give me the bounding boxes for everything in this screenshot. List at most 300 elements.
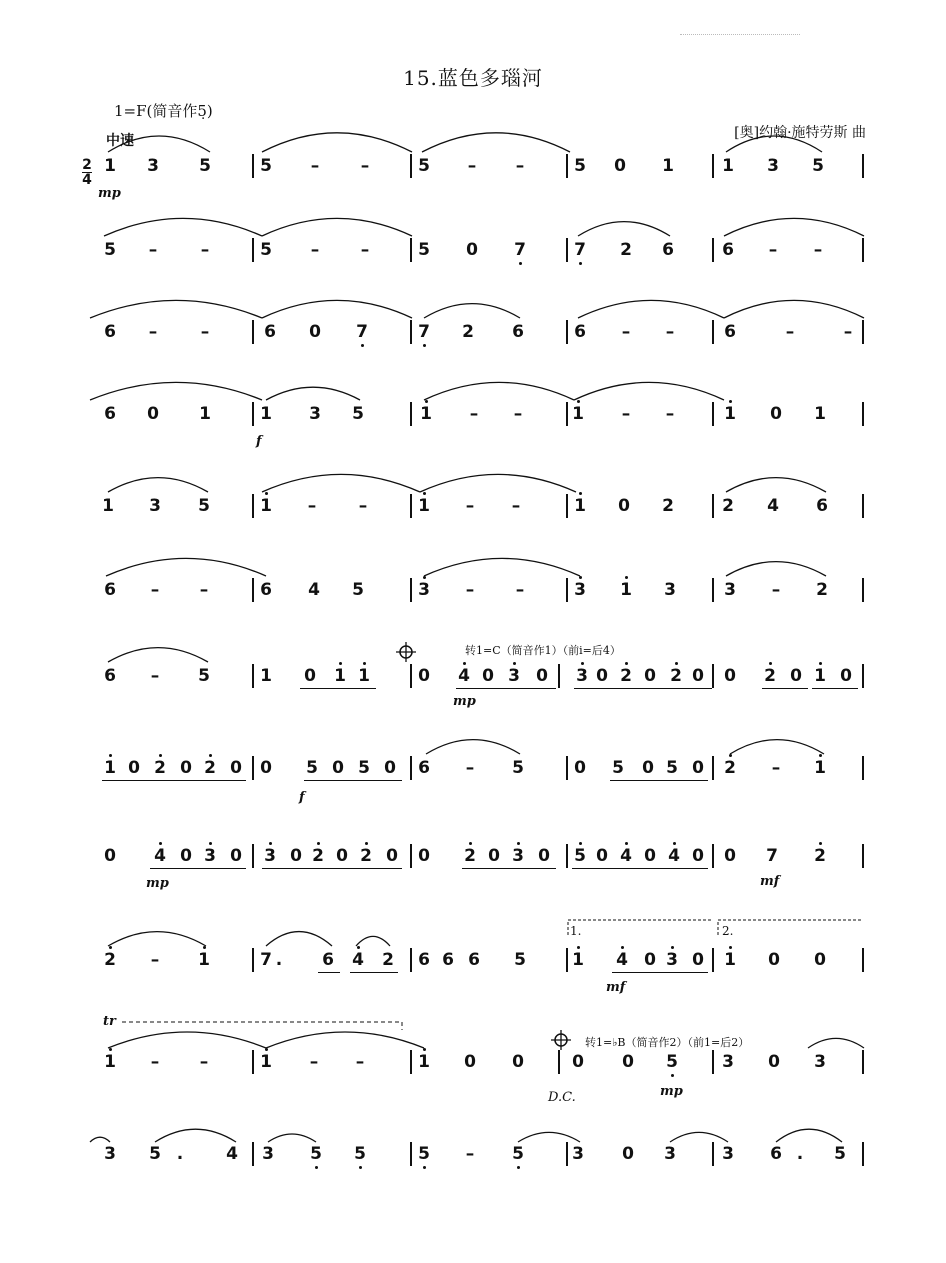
- octave-dot-below: [671, 1074, 674, 1077]
- jianpu-note: 6: [104, 580, 116, 600]
- dash-extension: –: [621, 322, 631, 342]
- jianpu-note: 5: [199, 156, 211, 176]
- jianpu-note: 0: [596, 846, 608, 866]
- jianpu-note: 5: [358, 758, 370, 778]
- barline: [410, 238, 412, 262]
- dynamic-mp: mp: [660, 1084, 683, 1099]
- barline: [410, 948, 412, 972]
- slur: [426, 740, 520, 754]
- jianpu-note: 0: [692, 846, 704, 866]
- slur: [730, 740, 824, 754]
- octave-dot-above: [339, 662, 342, 665]
- jianpu-note: 2: [382, 950, 394, 970]
- beam-underline: [456, 688, 556, 689]
- dynamic-mp: mp: [453, 694, 476, 709]
- octave-dot-above: [357, 946, 360, 949]
- jianpu-note: 0: [618, 496, 630, 516]
- jianpu-note: 6: [816, 496, 828, 516]
- jianpu-note: 1: [722, 156, 734, 176]
- jianpu-note: 3: [264, 846, 276, 866]
- barline: [712, 402, 714, 426]
- jianpu-note: 0: [644, 666, 656, 686]
- beam-underline: [812, 688, 858, 689]
- octave-dot-below: [361, 344, 364, 347]
- jianpu-note: 1: [814, 758, 826, 778]
- jianpu-note: 0: [180, 758, 192, 778]
- octave-dot-above: [109, 946, 112, 949]
- barline: [712, 664, 714, 688]
- coda-cross: [396, 642, 416, 662]
- barline: [862, 948, 864, 972]
- jianpu-note: 1: [724, 404, 736, 424]
- dash-extension: –: [307, 496, 317, 516]
- barline: [566, 494, 568, 518]
- slur: [574, 382, 724, 400]
- octave-dot-above: [203, 946, 206, 949]
- jianpu-note: 0: [692, 950, 704, 970]
- jianpu-note: 0: [147, 404, 159, 424]
- beam-underline: [304, 780, 402, 781]
- jianpu-note: 6: [662, 240, 674, 260]
- key-signature: 1=F(简音作5̣): [114, 102, 213, 120]
- jianpu-note: 5: [418, 240, 430, 260]
- barline: [862, 238, 864, 262]
- slur: [776, 1129, 842, 1142]
- modulation-to-c: 转1=C（简音作1）（前i=后4）: [465, 644, 621, 657]
- barline: [566, 320, 568, 344]
- barline: [862, 494, 864, 518]
- composer-credit: [奥]约翰·施特劳斯 曲: [734, 125, 866, 141]
- trill-marking: tr: [103, 1014, 116, 1029]
- jianpu-note: 6: [322, 950, 334, 970]
- dash-extension: –: [150, 1052, 160, 1072]
- jianpu-note: 5: [666, 758, 678, 778]
- jianpu-note: 6: [442, 950, 454, 970]
- jianpu-note: 5: [512, 758, 524, 778]
- jianpu-note: 1: [260, 666, 272, 686]
- jianpu-note: 5: [352, 580, 364, 600]
- dc-marking: D.C.: [548, 1090, 576, 1105]
- slur: [90, 382, 262, 400]
- jianpu-note: 4: [458, 666, 470, 686]
- barline: [712, 154, 714, 178]
- barline: [410, 494, 412, 518]
- barline: [252, 494, 254, 518]
- slur: [262, 218, 412, 236]
- jianpu-note: 1: [198, 950, 210, 970]
- jianpu-note: 0: [536, 666, 548, 686]
- beam-underline: [350, 972, 398, 973]
- octave-dot-below: [579, 262, 582, 265]
- slur: [726, 562, 826, 576]
- jianpu-note: 0: [290, 846, 302, 866]
- jianpu-note: 0: [466, 240, 478, 260]
- jianpu-note: .: [176, 1144, 184, 1164]
- octave-dot-above: [625, 842, 628, 845]
- octave-dot-above: [363, 662, 366, 665]
- jianpu-note: 6: [104, 666, 116, 686]
- beam-underline: [462, 868, 556, 869]
- jianpu-note: 6: [722, 240, 734, 260]
- barline: [410, 844, 412, 868]
- dash-extension: –: [148, 322, 158, 342]
- jianpu-note: 6: [468, 950, 480, 970]
- slur: [422, 133, 570, 152]
- octave-dot-above: [209, 754, 212, 757]
- barline: [862, 402, 864, 426]
- jianpu-note: 5: [198, 496, 210, 516]
- jianpu-note: 2: [360, 846, 372, 866]
- jianpu-note: 3: [149, 496, 161, 516]
- jianpu-note: 6: [418, 758, 430, 778]
- slur: [268, 1134, 316, 1142]
- jianpu-note: 0: [814, 950, 826, 970]
- jianpu-note: 0: [642, 758, 654, 778]
- slur: [578, 300, 724, 318]
- jianpu-note: 1: [572, 950, 584, 970]
- dash-extension: –: [813, 240, 823, 260]
- octave-dot-above: [579, 576, 582, 579]
- slur: [108, 648, 208, 662]
- jianpu-note: 0: [418, 666, 430, 686]
- time-signature: [82, 158, 92, 187]
- jianpu-note: 0: [128, 758, 140, 778]
- dash-extension: –: [465, 580, 475, 600]
- dash-extension: –: [310, 240, 320, 260]
- jianpu-note: 1: [260, 496, 272, 516]
- beam-underline: [574, 688, 712, 689]
- beam-underline: [102, 780, 246, 781]
- octave-dot-above: [671, 946, 674, 949]
- barline: [410, 1050, 412, 1074]
- octave-dot-above: [517, 842, 520, 845]
- dash-extension: –: [768, 240, 778, 260]
- barline: [712, 948, 714, 972]
- jianpu-note: 1: [418, 1052, 430, 1072]
- jianpu-note: 4: [668, 846, 680, 866]
- dash-extension: –: [309, 1052, 319, 1072]
- jianpu-note: 1: [572, 404, 584, 424]
- jianpu-note: 5: [574, 156, 586, 176]
- dash-extension: –: [465, 496, 475, 516]
- barline: [712, 1050, 714, 1074]
- jianpu-note: 6: [512, 322, 524, 342]
- barline: [862, 578, 864, 602]
- jianpu-note: 3: [666, 950, 678, 970]
- barline: [252, 756, 254, 780]
- slur: [108, 478, 208, 492]
- slur: [356, 936, 390, 946]
- jianpu-note: 7: [574, 240, 586, 260]
- jianpu-note: 5: [514, 950, 526, 970]
- dash-extension: –: [621, 404, 631, 424]
- octave-dot-below: [519, 262, 522, 265]
- jianpu-note: 2: [662, 496, 674, 516]
- jianpu-note: 5: [260, 240, 272, 260]
- jianpu-note: 3: [814, 1052, 826, 1072]
- dash-extension: –: [355, 1052, 365, 1072]
- barline: [566, 948, 568, 972]
- jianpu-note: 0: [180, 846, 192, 866]
- dash-extension: –: [310, 156, 320, 176]
- jianpu-note: 0: [488, 846, 500, 866]
- barline: [252, 238, 254, 262]
- jianpu-note: 0: [644, 846, 656, 866]
- dash-extension: –: [465, 1144, 475, 1164]
- trill-extension-line: [122, 1022, 402, 1030]
- jianpu-note: 4: [154, 846, 166, 866]
- slur: [90, 1137, 110, 1142]
- slur: [808, 1038, 864, 1048]
- jianpu-note: 1: [102, 496, 114, 516]
- jianpu-note: 5: [352, 404, 364, 424]
- slur: [104, 218, 262, 236]
- barline: [712, 756, 714, 780]
- octave-dot-below: [359, 1166, 362, 1169]
- jianpu-note: 2: [764, 666, 776, 686]
- jianpu-note: 3: [767, 156, 779, 176]
- jianpu-note: 2: [620, 666, 632, 686]
- volta-second-label: 2.: [722, 924, 734, 938]
- slur: [262, 133, 412, 152]
- barline: [410, 756, 412, 780]
- dash-extension: –: [513, 404, 523, 424]
- jianpu-note: 6: [104, 404, 116, 424]
- jianpu-note: 0: [309, 322, 321, 342]
- jianpu-note: 1: [420, 404, 432, 424]
- jianpu-note: 1: [574, 496, 586, 516]
- jianpu-note: 3: [574, 580, 586, 600]
- octave-dot-above: [463, 662, 466, 665]
- dash-extension: –: [358, 496, 368, 516]
- octave-dot-above: [159, 754, 162, 757]
- jianpu-note: 2: [722, 496, 734, 516]
- dash-extension: –: [199, 1052, 209, 1072]
- jianpu-note: 0: [692, 758, 704, 778]
- jianpu-note: 0: [304, 666, 316, 686]
- jianpu-note: 0: [386, 846, 398, 866]
- octave-dot-above: [469, 842, 472, 845]
- slur: [424, 558, 580, 576]
- jianpu-note: 0: [614, 156, 626, 176]
- slur: [90, 300, 262, 318]
- jianpu-note: 6: [264, 322, 276, 342]
- octave-dot-above: [159, 842, 162, 845]
- jianpu-note: 3: [104, 1144, 116, 1164]
- jianpu-note: 3: [262, 1144, 274, 1164]
- octave-dot-above: [317, 842, 320, 845]
- jianpu-note: 1: [724, 950, 736, 970]
- jianpu-note: 2: [464, 846, 476, 866]
- barline: [862, 320, 864, 344]
- jianpu-note: 0: [260, 758, 272, 778]
- octave-dot-below: [423, 1166, 426, 1169]
- jianpu-note: 0: [768, 1052, 780, 1072]
- jianpu-note: 2: [724, 758, 736, 778]
- octave-dot-above: [625, 576, 628, 579]
- jianpu-note: 0: [336, 846, 348, 866]
- slur: [724, 300, 864, 318]
- jianpu-note: 3: [418, 580, 430, 600]
- barline: [566, 154, 568, 178]
- jianpu-note: 3: [572, 1144, 584, 1164]
- slur: [262, 474, 420, 492]
- jianpu-note: 1: [418, 496, 430, 516]
- modulation-to-bflat: 转1=♭B（简音作2）（前1=后2）: [585, 1036, 750, 1049]
- jianpu-note: 1: [662, 156, 674, 176]
- octave-dot-below: [423, 344, 426, 347]
- jianpu-note: 3: [512, 846, 524, 866]
- barline: [862, 756, 864, 780]
- slur: [518, 1132, 580, 1142]
- dash-extension: –: [150, 950, 160, 970]
- barline: [252, 844, 254, 868]
- barline: [410, 578, 412, 602]
- jianpu-note: 1: [620, 580, 632, 600]
- octave-dot-above: [423, 576, 426, 579]
- dynamic-f: f: [256, 434, 262, 449]
- jianpu-note: 1: [358, 666, 370, 686]
- jianpu-note: 6: [104, 322, 116, 342]
- jianpu-note: 3: [576, 666, 588, 686]
- jianpu-note: 2: [814, 846, 826, 866]
- jianpu-note: 2: [670, 666, 682, 686]
- jianpu-note: 0: [768, 950, 780, 970]
- jianpu-note: 4: [352, 950, 364, 970]
- octave-dot-above: [577, 946, 580, 949]
- octave-dot-above: [673, 842, 676, 845]
- jianpu-note: 5: [104, 240, 116, 260]
- dash-extension: –: [360, 240, 370, 260]
- octave-dot-above: [265, 492, 268, 495]
- octave-dot-above: [729, 754, 732, 757]
- octave-dot-above: [425, 400, 428, 403]
- dash-extension: –: [200, 240, 210, 260]
- dynamic-mp: mp: [146, 876, 169, 891]
- slur: [424, 304, 520, 318]
- octave-dot-above: [819, 842, 822, 845]
- octave-dot-above: [579, 842, 582, 845]
- slur: [108, 1032, 266, 1048]
- jianpu-note: 4: [616, 950, 628, 970]
- slur: [420, 474, 576, 492]
- beam-underline: [262, 868, 402, 869]
- barline: [712, 320, 714, 344]
- jianpu-note: 6: [770, 1144, 782, 1164]
- octave-dot-below: [517, 1166, 520, 1169]
- beam-underline: [572, 868, 708, 869]
- jianpu-note: .: [796, 1144, 804, 1164]
- jianpu-note: 0: [230, 758, 242, 778]
- jianpu-note: 2: [204, 758, 216, 778]
- barline: [712, 238, 714, 262]
- jianpu-note: 0: [622, 1052, 634, 1072]
- dash-extension: –: [665, 404, 675, 424]
- barline: [712, 844, 714, 868]
- beam-underline: [612, 972, 708, 973]
- barline: [410, 154, 412, 178]
- dash-extension: –: [465, 758, 475, 778]
- jianpu-note: 3: [722, 1144, 734, 1164]
- jianpu-note: 7: [418, 322, 430, 342]
- barline: [862, 1142, 864, 1166]
- slur: [266, 932, 332, 946]
- octave-dot-above: [109, 1048, 112, 1051]
- jianpu-note: 5: [149, 1144, 161, 1164]
- jianpu-note: 4: [308, 580, 320, 600]
- octave-dot-above: [581, 662, 584, 665]
- jianpu-note: 5: [812, 156, 824, 176]
- jianpu-note: 1: [104, 1052, 116, 1072]
- barline: [252, 948, 254, 972]
- volta-brackets: [568, 920, 862, 935]
- beam-underline: [610, 780, 708, 781]
- jianpu-note: 2: [104, 950, 116, 970]
- jianpu-note: 0: [644, 950, 656, 970]
- dash-extension: –: [148, 240, 158, 260]
- dash-extension: –: [785, 322, 795, 342]
- barline: [410, 402, 412, 426]
- jianpu-note: 0: [790, 666, 802, 686]
- tempo-marking: 中速: [106, 133, 134, 149]
- slur: [724, 218, 864, 236]
- dash-extension: –: [515, 156, 525, 176]
- volta-first-label: 1.: [570, 924, 582, 938]
- coda-cross: [551, 1030, 571, 1050]
- beam-underline: [318, 972, 340, 973]
- jianpu-note: 0: [622, 1144, 634, 1164]
- jianpu-note: 1: [814, 404, 826, 424]
- jianpu-note: 1: [814, 666, 826, 686]
- dash-extension: –: [360, 156, 370, 176]
- dash-extension: –: [511, 496, 521, 516]
- barline: [862, 154, 864, 178]
- slur: [266, 387, 360, 400]
- dash-extension: –: [665, 322, 675, 342]
- jianpu-note: 5: [834, 1144, 846, 1164]
- jianpu-note: .: [275, 950, 283, 970]
- jianpu-note: 5: [260, 156, 272, 176]
- jianpu-note: 3: [204, 846, 216, 866]
- jianpu-note: 1: [199, 404, 211, 424]
- jianpu-note: 0: [770, 404, 782, 424]
- barline: [252, 1050, 254, 1074]
- jianpu-note: 0: [482, 666, 494, 686]
- dynamic-f: f: [299, 790, 305, 805]
- octave-dot-above: [579, 492, 582, 495]
- jianpu-note: 5: [306, 758, 318, 778]
- barline: [862, 664, 864, 688]
- barline: [252, 320, 254, 344]
- slur: [424, 382, 574, 400]
- jianpu-note: 1: [104, 156, 116, 176]
- jianpu-note: 5: [512, 1144, 524, 1164]
- jianpu-note: 5: [666, 1052, 678, 1072]
- octave-dot-above: [621, 946, 624, 949]
- jianpu-note: 5: [574, 846, 586, 866]
- jianpu-note: 0: [724, 846, 736, 866]
- jianpu-note: 0: [512, 1052, 524, 1072]
- slur: [726, 478, 826, 492]
- dynamic-mf: mf: [606, 980, 626, 995]
- barline: [566, 844, 568, 868]
- dash-extension: –: [150, 580, 160, 600]
- coda-symbol: [555, 1034, 567, 1046]
- barline: [566, 1142, 568, 1166]
- dash-extension: –: [771, 758, 781, 778]
- jianpu-note: 2: [312, 846, 324, 866]
- jianpu-note: 7: [356, 322, 368, 342]
